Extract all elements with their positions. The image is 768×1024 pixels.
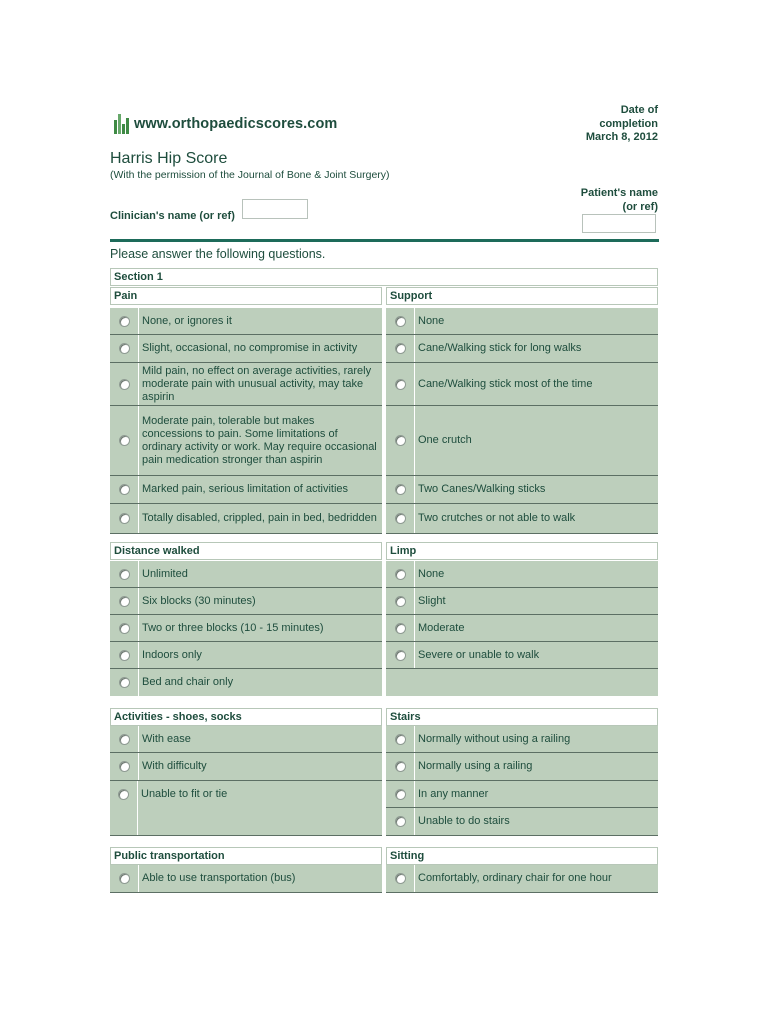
option-label: With ease [142,732,191,745]
option-label: Totally disabled, crippled, pain in bed, bedridden [142,512,377,524]
option-label: Marked pain, serious limitation of activities [142,483,349,495]
option-label: Moderate pain, tolerable but makes concessions to pain. Some limitations of ordinary activity or work. May require occasional pain medication stronger than aspirin [142,414,377,466]
radio-button[interactable] [119,873,130,884]
option-label: Indoors only [142,648,202,661]
radio-button[interactable] [395,734,406,745]
pain-heading: Pain [110,287,382,305]
option-label: Moderate [418,621,465,634]
transport-option[interactable] [110,865,382,893]
header-divider [110,239,659,242]
radio-button[interactable] [395,789,406,800]
radio-button[interactable] [119,513,130,524]
option-label: Mild pain, no effect on average activities, rarely moderate pain with unusual activity, may take aspirin [142,364,372,403]
limp-group [386,542,658,696]
radio-button[interactable] [119,761,130,772]
sitting-group [386,847,658,893]
radio-button[interactable] [119,316,130,327]
option-label: None, or ignores it [142,314,232,327]
radio-button[interactable] [119,343,130,354]
limp-option[interactable] [386,561,658,588]
radio-button[interactable] [395,650,406,661]
radio-button[interactable] [119,379,130,390]
activities-option[interactable] [110,753,382,781]
radio-button[interactable] [395,761,406,772]
page-title: Harris Hip Score [110,150,228,167]
distance-option[interactable] [110,669,382,696]
radio-button[interactable] [395,623,406,634]
site-logo [112,113,337,135]
option-label: Severe or unable to walk [418,648,540,661]
radio-button[interactable] [119,677,130,688]
date-label-line2: completion [599,117,658,130]
stairs-group [386,708,658,836]
transport-group [110,847,382,893]
stairs-option[interactable] [386,726,658,753]
option-label: Cane/Walking stick most of the time [418,377,593,390]
support-option[interactable] [386,476,658,504]
clinician-name-label: Clinician's name (or ref) [110,210,235,222]
option-label: Unlimited [142,567,188,580]
limp-option[interactable] [386,588,658,615]
limp-option[interactable] [386,615,658,642]
patient-name-label [581,187,658,214]
limp-option[interactable] [386,642,658,669]
logo-bars-icon [112,114,132,134]
support-option[interactable] [386,308,658,335]
option-label: In any manner [418,787,489,800]
activities-option[interactable] [110,781,382,836]
date-value: March 8, 2012 [585,131,658,143]
pain-option[interactable] [110,476,382,504]
radio-button[interactable] [395,569,406,580]
activities-group [110,708,382,836]
date-of-completion [586,104,658,145]
radio-button[interactable] [119,569,130,580]
sitting-option[interactable] [386,865,658,893]
option-label: Normally using a railing [418,760,533,772]
option-label: Able to use transportation (bus) [142,872,296,884]
option-label: One crutch [418,434,472,446]
support-option[interactable] [386,504,658,534]
radio-button[interactable] [119,596,130,607]
activities-option[interactable] [110,726,382,753]
patient-name-input[interactable] [582,214,656,233]
radio-button[interactable] [119,484,130,495]
pain-group [110,287,382,534]
stairs-heading: Stairs [386,708,658,726]
radio-button[interactable] [395,316,406,327]
option-label: Slight, occasional, no compromise in activity [142,342,358,354]
distance-option[interactable] [110,561,382,588]
distance-option[interactable] [110,615,382,642]
radio-button[interactable] [395,484,406,495]
transport-heading: Public transportation [110,847,382,865]
pain-option[interactable] [110,406,382,476]
pain-option[interactable] [110,335,382,363]
option-label: Two or three blocks (10 - 15 minutes) [142,621,324,634]
instruction-text: Please answer the following questions. [110,247,326,261]
sitting-heading: Sitting [386,847,658,865]
option-label: With difficulty [142,760,207,772]
patient-label-line2: (or ref) [622,200,658,213]
radio-button[interactable] [395,379,406,390]
option-label: Unable to do stairs [418,815,510,827]
support-option[interactable] [386,335,658,363]
option-label: Six blocks (30 minutes) [142,594,256,607]
radio-button[interactable] [119,734,130,745]
option-label: Comfortably, ordinary chair for one hour [418,872,612,884]
patient-label-line1: Patient's name [580,187,658,199]
radio-button[interactable] [119,435,130,446]
support-heading: Support [386,287,658,305]
pain-option[interactable] [110,308,382,335]
option-label: Two Canes/Walking sticks [418,483,546,495]
radio-button[interactable] [395,343,406,354]
support-option[interactable] [386,363,658,406]
radio-button[interactable] [119,623,130,634]
section-heading: Section 1 [110,268,658,286]
limp-heading: Limp [386,542,658,560]
option-label: None [418,314,445,327]
distance-option[interactable] [110,642,382,669]
radio-button[interactable] [395,596,406,607]
pain-option[interactable] [110,363,382,406]
date-label-line1: Date of [620,104,658,116]
option-label: Bed and chair only [142,676,234,688]
limp-filler [386,669,658,696]
logo-text: www.orthopaedicscores.com [134,116,338,132]
option-label: Cane/Walking stick for long walks [418,342,582,354]
option-label: Slight [418,594,446,607]
radio-button[interactable] [395,873,406,884]
distance-group [110,542,382,696]
stairs-option[interactable] [386,808,658,836]
radio-button[interactable] [395,513,406,524]
activities-heading: Activities - shoes, socks [110,708,382,726]
page-subtitle: (With the permission of the Journal of Bone & Joint Surgery) [110,169,390,181]
option-label: Two crutches or not able to walk [418,512,576,524]
stairs-option[interactable] [386,781,658,808]
pain-option[interactable] [110,504,382,534]
distance-option[interactable] [110,588,382,615]
option-label: None [418,567,445,580]
support-group [386,287,658,534]
clinician-name-input[interactable] [242,199,308,219]
option-label: Unable to fit or tie [141,788,228,800]
stairs-option[interactable] [386,753,658,781]
radio-button[interactable] [118,789,129,800]
radio-button[interactable] [395,435,406,446]
option-label: Normally without using a railing [418,732,571,745]
radio-button[interactable] [119,650,130,661]
radio-button[interactable] [395,816,406,827]
distance-heading: Distance walked [110,542,382,560]
support-option[interactable] [386,406,658,476]
